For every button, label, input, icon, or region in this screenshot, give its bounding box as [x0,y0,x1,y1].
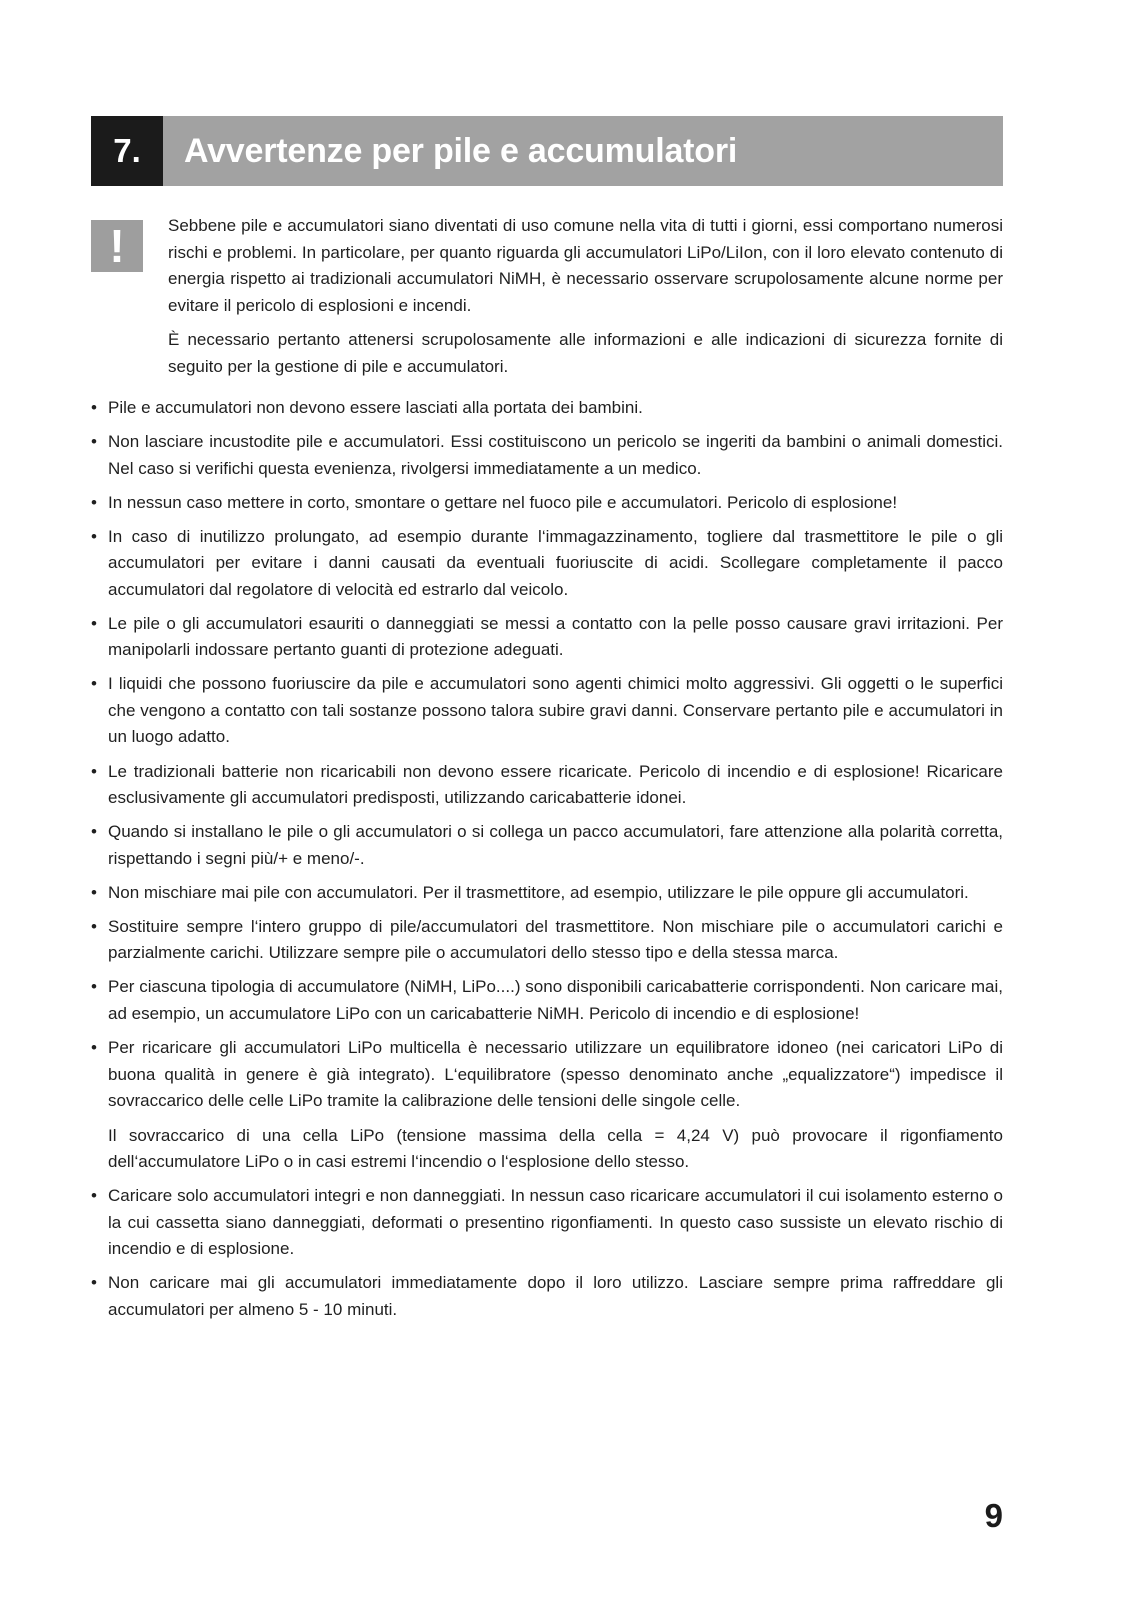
list-item-text: Per ricaricare gli accumulatori LiPo multicella è necessario utilizzare un equilibratore idoneo (nei caricatori LiPo di buona qualità in genere è già integrato). L‘equilibratore (spesso denominato anche „equalizzatore“) impedisce il sovraccarico delle celle LiPo tramite la calibrazione delle tensioni delle singole celle. [108,1038,1003,1111]
list-item-text: Non lasciare incustodite pile e accumulatori. Essi costituiscono un pericolo se ingeriti da bambini o animali domestici. Nel caso si verifichi questa evenienza, rivolgersi immediatamente a un medico. [108,432,1003,478]
page-number: 9 [984,1497,1003,1534]
intro-text [168,213,1003,388]
safety-bullet-list [91,395,1003,1331]
list-item-text: Pile e accumulatori non devono essere lasciati alla portata dei bambini. [108,398,643,417]
bullet-icon: • [91,882,97,902]
bullet-icon: • [91,526,97,546]
list-item-text: Quando si installano le pile o gli accumulatori o si collega un pacco accumulatori, fare attenzione alla polarità corretta, rispettando i segni più/+ e meno/-. [108,822,1003,868]
bullet-icon: • [91,613,97,633]
list-item-text: In nessun caso mettere in corto, smontare o gettare nel fuoco pile e accumulatori. Pericolo di esplosione! [108,492,898,512]
warning-icon: ! [91,220,143,272]
bullet-icon: • [91,916,97,936]
bullet-icon: • [91,977,97,997]
list-item-text: Per ciascuna tipologia di accumulatore (NiMH, LiPo....) sono disponibili caricabatterie corrispondenti. Non caricare mai, ad esempio, un accumulatore LiPo con un caricabatterie NiMH. Pericolo di incendio e di esplosione! [108,977,1003,1023]
list-item [91,819,1003,872]
list-item [91,395,1003,422]
list-item [91,524,1003,604]
list-item [91,611,1003,664]
list-item-text: Le tradizionali batterie non ricaricabili non devono essere ricaricate. Pericolo di incendio e di esplosione! Ricaricare esclusivamente gli accumulatori predisposti, utilizzando caricabatterie idonei. [108,761,1003,808]
bullet-icon: • [91,1038,97,1058]
list-item-text: Sostituire sempre l‘intero gruppo di pile/accumulatori del trasmettitore. Non mischiare pile o accumulatori carichi e parzialmente carichi. Utilizzare sempre pile o accumulatori dello stesso tipo e della stessa marca. [108,916,1003,963]
list-item [91,974,1003,1027]
bullet-icon: • [91,432,97,452]
bullet-icon: • [91,822,97,842]
list-item [91,1183,1003,1263]
list-item-extra-text: Il sovraccarico di una cella LiPo (tensione massima della cella = 4,24 V) può provocare il rigonfiamento dell‘accumulatore LiPo o in casi estremi l‘incendio o l‘esplosione dello stesso. [108,1125,1003,1172]
list-item [91,429,1003,482]
list-item [91,490,1003,517]
list-item [91,759,1003,812]
bullet-icon: • [91,492,97,512]
list-item [91,671,1003,751]
list-item-text: Non mischiare mai pile con accumulatori. Per il trasmettitore, ad esempio, utilizzare le pile oppure gli accumulatori. [108,882,969,902]
list-item-text: I liquidi che possono fuoriuscire da pile e accumulatori sono agenti chimici molto aggressivi. Gli oggetti o le superfici che vengono a contatto con tali sostanze possono talora subire gravi danni. Conservare pertanto pile e accumulatori in un luogo adatto. [108,674,1003,747]
list-item-text: In caso di inutilizzo prolungato, ad esempio durante l‘immagazzinamento, togliere dal trasmettitore le pile o gli accumulatori per evitare i danni causati da eventuali fuoriuscite di acidi. Scollegare completamente il pacco accumulatori dal regolatore di velocità ed estrarlo dal veicolo. [108,526,1003,599]
bullet-icon: • [91,761,97,781]
intro-paragraph: Sebbene pile e accumulatori siano diventati di uso comune nella vita di tutti i giorni, essi comportano numerosi rischi e problemi. In particolare, per quanto riguarda gli accumulatori LiPo/LiIon, con il loro elevato contenuto di energia rispetto ai tradizionali accumulatori NiMH, è necessario osservare scrupolosamente alcune norme per evitare il pericolo di esplosioni e incendi. [168,216,1003,315]
list-item-text: Caricare solo accumulatori integri e non danneggiati. In nessun caso ricaricare accumulatori il cui isolamento esterno o la cui cassetta siano danneggiati, deformati o presentino rigonfiamenti. In questo caso sussiste un elevato rischio di incendio e di esplosione. [108,1186,1003,1259]
bullet-icon: • [91,398,97,417]
list-item [91,914,1003,967]
bullet-icon: • [91,1186,97,1206]
bullet-icon: • [91,1273,97,1293]
list-item-text: Non caricare mai gli accumulatori immediatamente dopo il loro utilizzo. Lasciare sempre prima raffreddare gli accumulatori per almeno 5 - 10 minuti. [108,1273,1003,1319]
section-title: Avvertenze per pile e accumulatori [163,116,1003,186]
section-number: 7. [91,116,163,186]
bullet-icon: • [91,674,97,694]
list-item [91,880,1003,907]
section-header [91,116,1003,186]
list-item-text: Le pile o gli accumulatori esauriti o danneggiati se messi a contatto con la pelle posso causare gravi irritazioni. Per manipolarli indossare pertanto guanti di protezione adeguati. [108,613,1003,660]
list-item [91,1035,1003,1176]
list-item [91,1270,1003,1323]
intro-paragraph: È necessario pertanto attenersi scrupolosamente alle informazioni e alle indicazioni di sicurezza fornite di seguito per la gestione di pile e accumulatori. [168,330,1003,376]
